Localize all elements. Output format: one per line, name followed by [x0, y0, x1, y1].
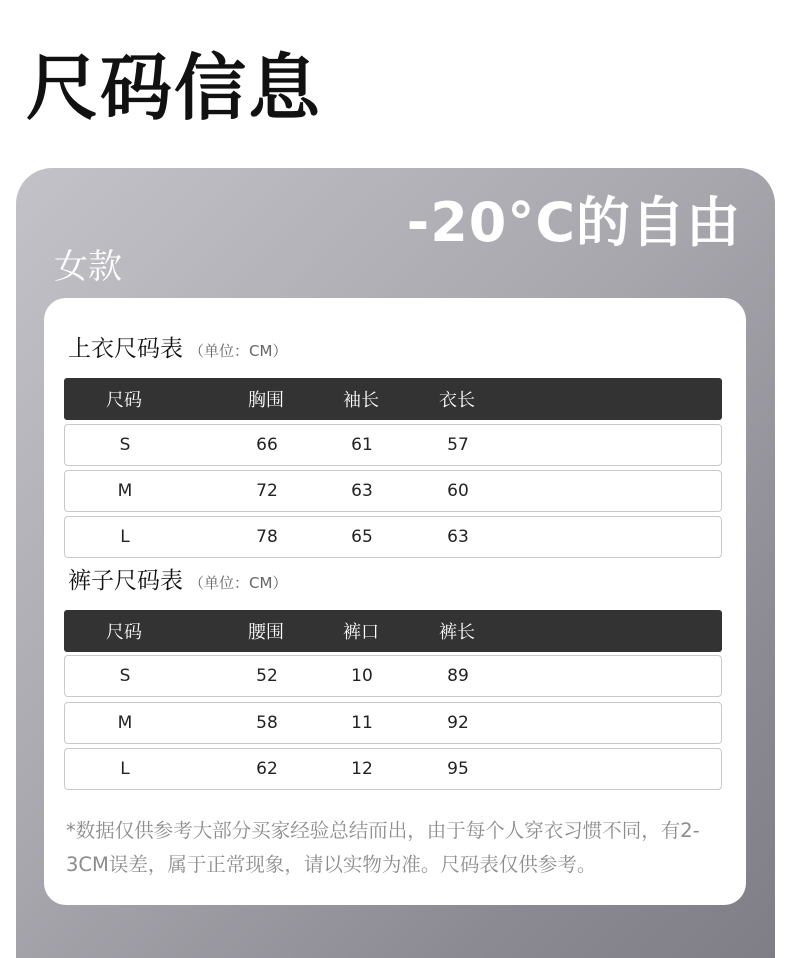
header-cell: 袖长 — [343, 390, 379, 411]
size-cell: S — [119, 666, 131, 686]
size-cell: M — [117, 481, 133, 501]
header-cell: 衣长 — [439, 390, 475, 411]
pants-size-table-title — [68, 570, 287, 593]
value-cell: 65 — [351, 527, 373, 547]
value-cell: 63 — [351, 481, 373, 501]
value-cell: 78 — [256, 527, 278, 547]
top-size-table-title — [68, 338, 287, 361]
table-row — [64, 655, 722, 697]
table-row — [64, 516, 722, 558]
table-row — [64, 470, 722, 512]
value-cell: 66 — [256, 435, 278, 455]
value-cell: 72 — [256, 481, 278, 501]
header-cell: 尺码 — [106, 390, 142, 411]
size-panel — [16, 168, 775, 958]
gender-label: 女款 — [54, 247, 122, 287]
value-cell: 52 — [256, 666, 278, 686]
header-cell: 胸围 — [248, 390, 284, 411]
value-cell: 61 — [351, 435, 373, 455]
pants-table-header — [64, 610, 722, 652]
header-cell: 腰围 — [248, 622, 284, 643]
size-cell: S — [119, 435, 131, 455]
value-cell: 92 — [447, 713, 469, 733]
value-cell: 89 — [447, 666, 469, 686]
size-cell: M — [117, 713, 133, 733]
value-cell: 57 — [447, 435, 469, 455]
value-cell: 95 — [447, 759, 469, 779]
header-cell: 尺码 — [106, 622, 142, 643]
size-cell: L — [120, 527, 130, 547]
table-row — [64, 748, 722, 790]
slogan: -20°C的自由 — [406, 191, 741, 254]
value-cell: 60 — [447, 481, 469, 501]
size-card — [44, 298, 746, 905]
value-cell: 12 — [351, 759, 373, 779]
value-cell: 10 — [351, 666, 373, 686]
size-cell: L — [120, 759, 130, 779]
top-table-title-text: 上衣尺码表 — [68, 336, 183, 362]
page-title: 尺码信息 — [26, 46, 323, 130]
value-cell: 62 — [256, 759, 278, 779]
header-cell: 裤长 — [439, 622, 475, 643]
top-table-unit: （单位：CM） — [189, 342, 288, 360]
value-cell: 63 — [447, 527, 469, 547]
value-cell: 58 — [256, 713, 278, 733]
pants-table-title-text: 裤子尺码表 — [68, 568, 183, 594]
table-row — [64, 424, 722, 466]
value-cell: 11 — [351, 713, 373, 733]
header-cell: 裤口 — [343, 622, 379, 643]
top-table-header — [64, 378, 722, 420]
table-row — [64, 702, 722, 744]
disclaimer-note: *数据仅供参考大部分买家经验总结而出，由于每个人穿衣习惯不同，有2-3CM误差，属于正常现象，请以实物为准。尺码表仅供参考。 — [66, 819, 700, 876]
pants-table-unit: （单位：CM） — [189, 574, 288, 592]
